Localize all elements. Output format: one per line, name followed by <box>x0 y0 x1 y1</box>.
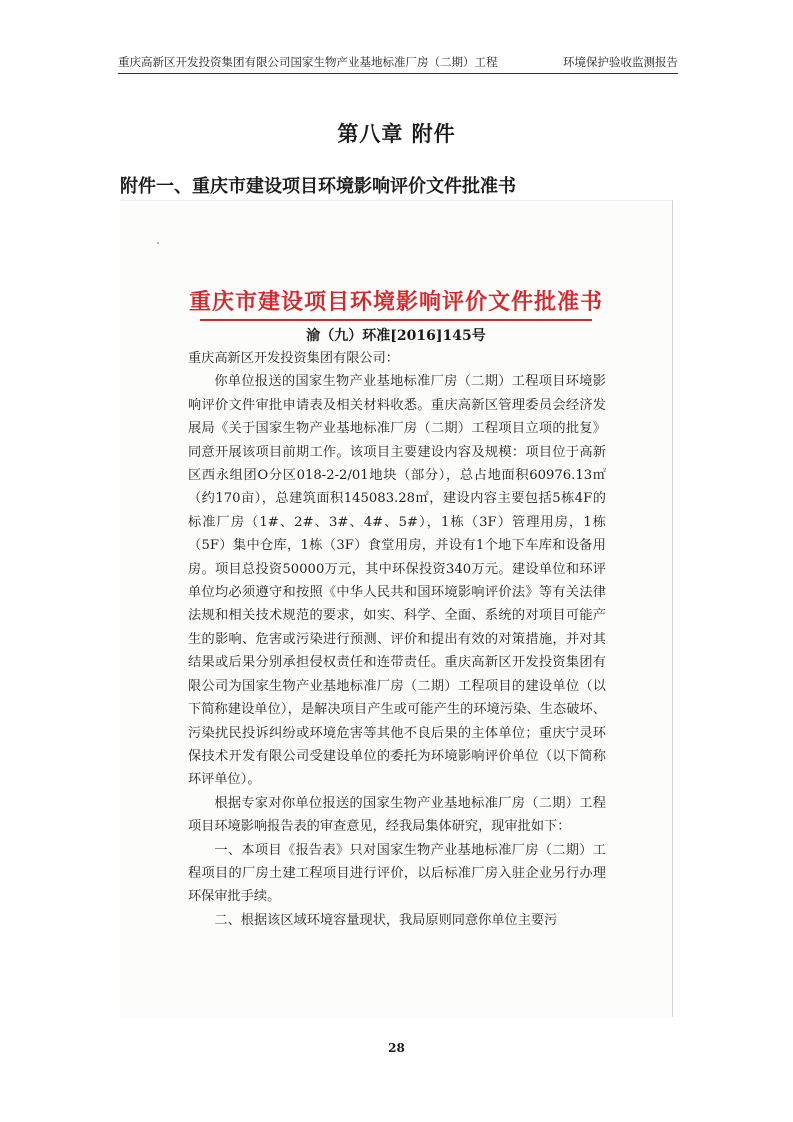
document-paragraph: 根据专家对你单位报送的国家生物产业基地标准厂房（二期）工程项目环境影响报告表的审查意见，经我局集体研究，现审批如下： <box>188 795 606 835</box>
approval-document-number: 渝（九）环准[2016]145号 <box>306 328 486 344</box>
chapter-title: 第八章 附件 <box>337 122 456 146</box>
red-title-rule <box>200 319 592 321</box>
document-paragraph: 二、根据该区域环境容量现状，我局原则同意你单位主要污 <box>214 912 558 928</box>
document-paragraph: 一、本项目《报告表》只对国家生物产业基地标准厂房（二期）工程项目的厂房土建工程项目进行评价，以后标准厂房入驻企业另行办理环保审批手续。 <box>188 842 606 905</box>
document-paragraph: 你单位报送的国家生物产业基地标准厂房（二期）工程项目环境影响评价文件审批申请表及相关材料收悉。重庆高新区管理委员会经济发展局《关于国家生物产业基地标准厂房（二期）工程项目立项的批复》同意开展该项目前期工作。该项目主要建设内容及规模：项目位于高新区西永组团O分区018-2-2/01地块（部分），总占地面积60976.13㎡（约170亩），总建筑面积145083.28㎡，建设内容主要包括5栋4F的标准厂房（1#、2#、3#、4#、5#），1栋（3F）管理用房，1栋（5F）集中仓库，1栋（3F）食堂用房，并设有1个地下车库和设备用房。项目总投资50000万元，其中环保投资340万元。建设单位和环评单位均必须遵守和按照《中华人民共和国环境影响评价法》等有关法律法规和相关技术规范的要求，如实、科学、全面、系统的对项目可能产生的影响、危害或污染进行预测、评价和提出有效的对策措施，并对其结果或后果分别承担侵权责任和连带责任。重庆高新区开发投资集团有限公司为国家生物产业基地标准厂房（二期）工程项目的建设单位（以下简称建设单位），是解决项目产生或可能产生的环境污染、生态破坏、污染扰民投诉纠纷或环境危害等其他不良后果的主体单位；重庆宁灵环保技术开发有限公司受建设单位的委托为环境影响评价单位（以下简称环评单位）。 <box>188 374 606 788</box>
header-divider <box>118 73 678 74</box>
page-header <box>118 54 678 74</box>
approval-document-title: 重庆市建设项目环境影响评价文件批准书 <box>188 290 603 315</box>
header-project-name: 重庆高新区开发投资集团有限公司国家生物产业基地标准厂房（二期）工程 <box>118 55 498 69</box>
annex-title: 附件一、重庆市建设项目环境影响评价文件批准书 <box>120 176 516 197</box>
approval-document-body <box>188 347 606 932</box>
scanned-approval-document <box>120 200 673 1017</box>
document-addressee: 重庆高新区开发投资集团有限公司： <box>188 351 399 366</box>
scan-speck <box>157 242 159 244</box>
page-number: 28 <box>388 1041 405 1055</box>
header-report-name: 环境保护验收监测报告 <box>563 55 678 69</box>
